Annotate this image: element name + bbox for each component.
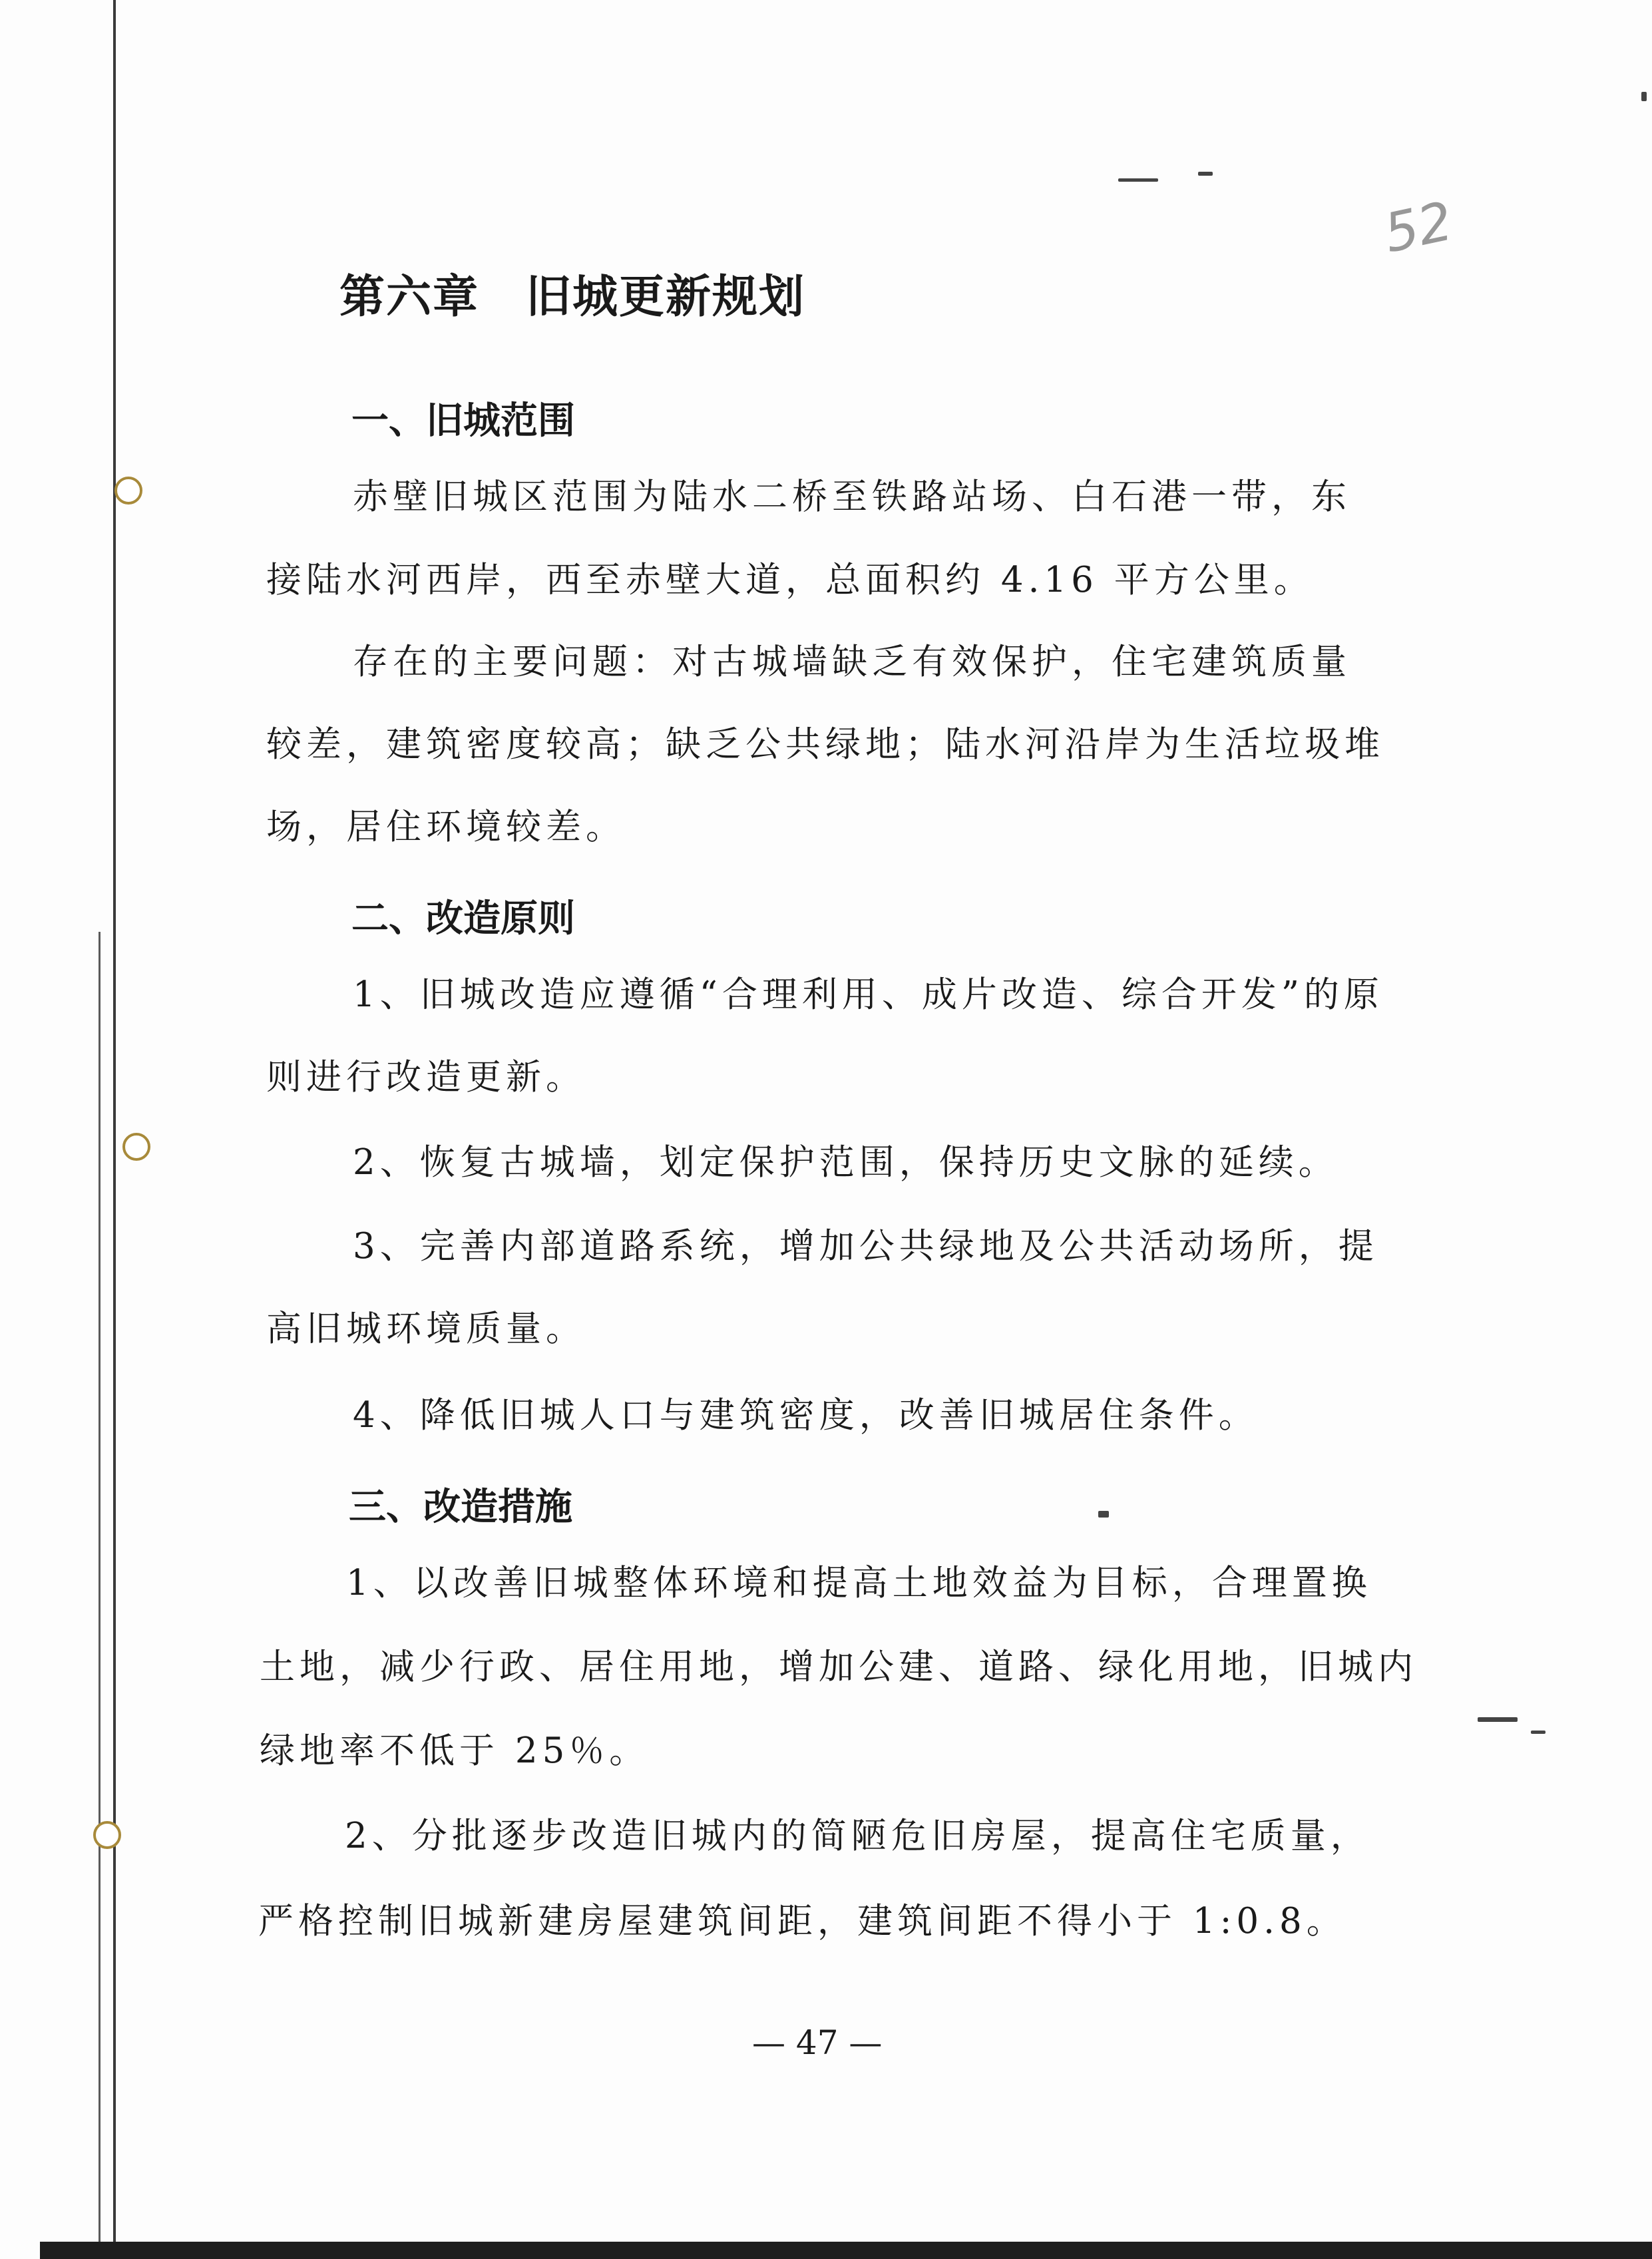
paragraph-line: 1、以改善旧城整体环境和提高土地效益为目标，合理置换 [346, 1563, 1372, 1603]
paragraph-line: 高旧城环境质量。 [266, 1309, 586, 1349]
punch-hole-icon [93, 1821, 121, 1849]
page-number: — 47 — [752, 2023, 883, 2062]
section-heading-measures: 三、改造措施 [349, 1486, 572, 1529]
scan-speck [1641, 92, 1647, 101]
scan-speck [1118, 178, 1158, 182]
section-heading-scope: 一、旧城范围 [351, 399, 575, 443]
paragraph-line: 土地，减少行政、居住用地，增加公建、道路、绿化用地，旧城内 [260, 1647, 1418, 1687]
chapter-title: 第六章 旧城更新规划 [339, 271, 806, 323]
paragraph-line: 3、完善内部道路系统，增加公共绿地及公共活动场所，提 [353, 1226, 1378, 1267]
paragraph-line: 4、降低旧城人口与建筑密度，改善旧城居住条件。 [353, 1395, 1259, 1436]
punch-hole-icon [122, 1133, 150, 1161]
paragraph-line: 1、旧城改造应遵循“合理利用、成片改造、综合开发”的原 [353, 974, 1384, 1015]
binding-margin-line [113, 0, 116, 2259]
section-heading-principles: 二、改造原则 [351, 897, 575, 940]
scan-speck [1531, 1731, 1546, 1734]
paragraph-line: 2、分批逐步改造旧城内的简陋危旧房屋，提高住宅质量， [345, 1816, 1370, 1856]
binding-shadow-line [99, 932, 101, 2256]
paragraph-line: 严格控制旧城新建房屋建筑间距，建筑间距不得小于 1:0.8。 [258, 1901, 1346, 1942]
scan-speck [1098, 1511, 1109, 1518]
scan-speck [1198, 172, 1213, 176]
scan-speck [1478, 1717, 1518, 1722]
paragraph-line: 场，居住环境较差。 [266, 807, 626, 847]
paragraph-line: 存在的主要问题：对古城墙缺乏有效保护，住宅建筑质量 [353, 642, 1351, 682]
paragraph-line: 则进行改造更新。 [266, 1057, 586, 1098]
punch-hole-icon [114, 477, 142, 505]
paragraph-line: 赤壁旧城区范围为陆水二桥至铁路站场、白石港一带，东 [353, 477, 1351, 517]
paragraph-line: 接陆水河西岸，西至赤壁大道，总面积约 4.16 平方公里。 [266, 560, 1314, 600]
paragraph-line: 绿地率不低于 25％。 [260, 1731, 650, 1771]
paragraph-line: 2、恢复古城墙，划定保护范围，保持历史文脉的延续。 [353, 1142, 1339, 1183]
handwritten-page-mark: 52 [1378, 190, 1458, 265]
scan-bottom-edge [40, 2242, 1652, 2259]
paragraph-line: 较差，建筑密度较高；缺乏公共绿地；陆水河沿岸为生活垃圾堆 [266, 724, 1384, 765]
